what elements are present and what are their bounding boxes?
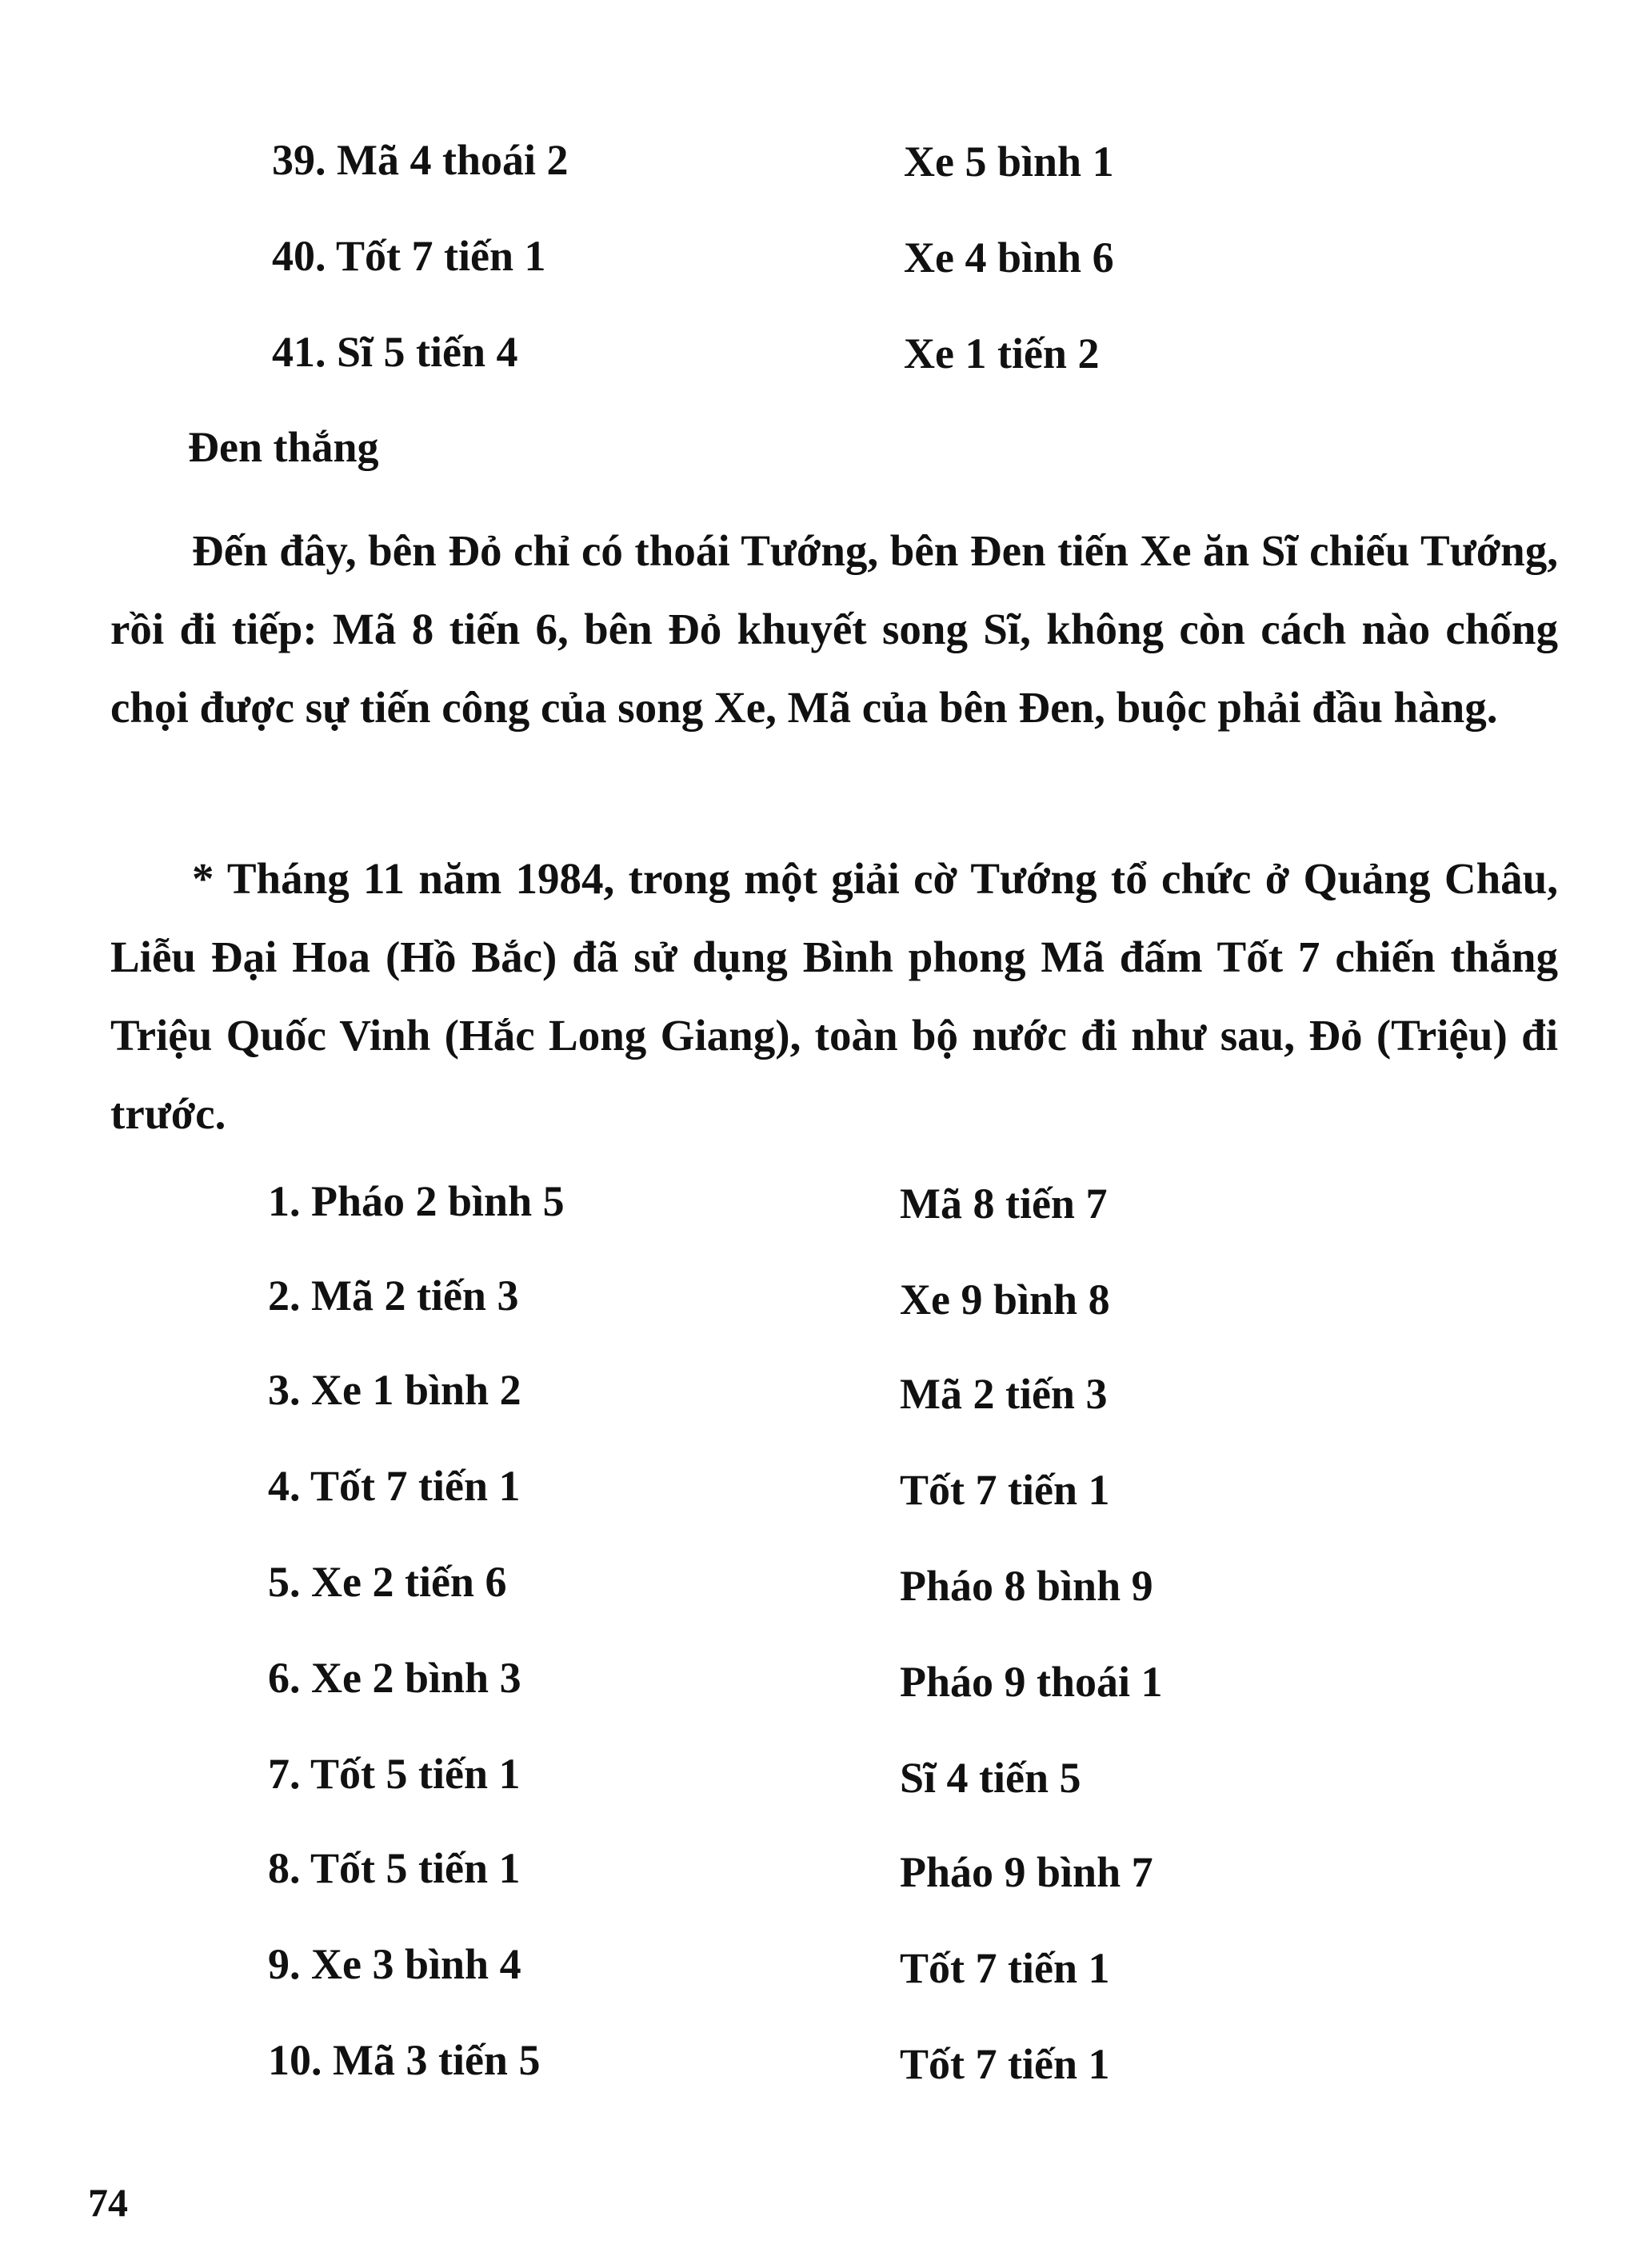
move-red: 8. Tốt 5 tiến 1 bbox=[268, 1844, 521, 1892]
move-red: 40. Tốt 7 tiến 1 bbox=[272, 232, 546, 280]
move-black: Sĩ 4 tiến 5 bbox=[900, 1754, 1081, 1802]
paragraph-text: * Tháng 11 năm 1984, trong một giải cờ Tướng tổ chức ở Quảng Châu, Liễu Đại Hoa (Hồ Bắc) đã sử dụng Bình phong Mã đấm Tốt 7 chiến thắng Triệu Quốc Vinh (Hắc Long Giang), toàn bộ nước đi như sau, Đỏ (Triệu) đi trước. bbox=[110, 854, 1558, 1138]
move-red: 4. Tốt 7 tiến 1 bbox=[268, 1462, 521, 1510]
move-black: Tốt 7 tiến 1 bbox=[900, 1944, 1110, 1992]
move-black: Xe 9 bình 8 bbox=[900, 1276, 1110, 1324]
move-black: Xe 4 bình 6 bbox=[904, 234, 1114, 282]
move-red: 2. Mã 2 tiến 3 bbox=[268, 1272, 519, 1320]
move-red: 5. Xe 2 tiến 6 bbox=[268, 1558, 507, 1606]
move-red: 9. Xe 3 bình 4 bbox=[268, 1940, 521, 1988]
paragraph bbox=[110, 840, 1558, 1153]
move-black: Mã 2 tiến 3 bbox=[900, 1370, 1108, 1418]
move-red: 39. Mã 4 thoái 2 bbox=[272, 136, 569, 184]
page-number: 74 bbox=[88, 2180, 128, 2225]
move-red: 1. Pháo 2 bình 5 bbox=[268, 1177, 565, 1225]
move-black: Xe 1 tiến 2 bbox=[904, 329, 1100, 377]
move-black: Pháo 9 bình 7 bbox=[900, 1848, 1153, 1896]
move-black: Xe 5 bình 1 bbox=[904, 138, 1114, 186]
move-black: Pháo 8 bình 9 bbox=[900, 1562, 1153, 1610]
move-red: 6. Xe 2 bình 3 bbox=[268, 1654, 521, 1702]
move-red: 41. Sĩ 5 tiến 4 bbox=[272, 328, 518, 376]
move-black: Tốt 7 tiến 1 bbox=[900, 2040, 1110, 2088]
paragraph-text: Đến đây, bên Đỏ chỉ có thoái Tướng, bên Đen tiến Xe ăn Sĩ chiếu Tướng, rồi đi tiếp: Mã 8 tiến 6, bên Đỏ khuyết song Sĩ, không còn cách nào chống chọi được sự tiến công của song Xe, Mã của bên Đen, buộc phải đầu hàng. bbox=[110, 526, 1558, 732]
move-black: Pháo 9 thoái 1 bbox=[900, 1658, 1163, 1706]
move-black: Tốt 7 tiến 1 bbox=[900, 1466, 1110, 1514]
move-red: 10. Mã 3 tiến 5 bbox=[268, 2036, 541, 2084]
game-result: Đen thắng bbox=[188, 423, 379, 471]
paragraph bbox=[110, 512, 1558, 747]
move-black: Mã 8 tiến 7 bbox=[900, 1180, 1108, 1228]
move-red: 7. Tốt 5 tiến 1 bbox=[268, 1750, 521, 1798]
move-red: 3. Xe 1 bình 2 bbox=[268, 1366, 521, 1414]
